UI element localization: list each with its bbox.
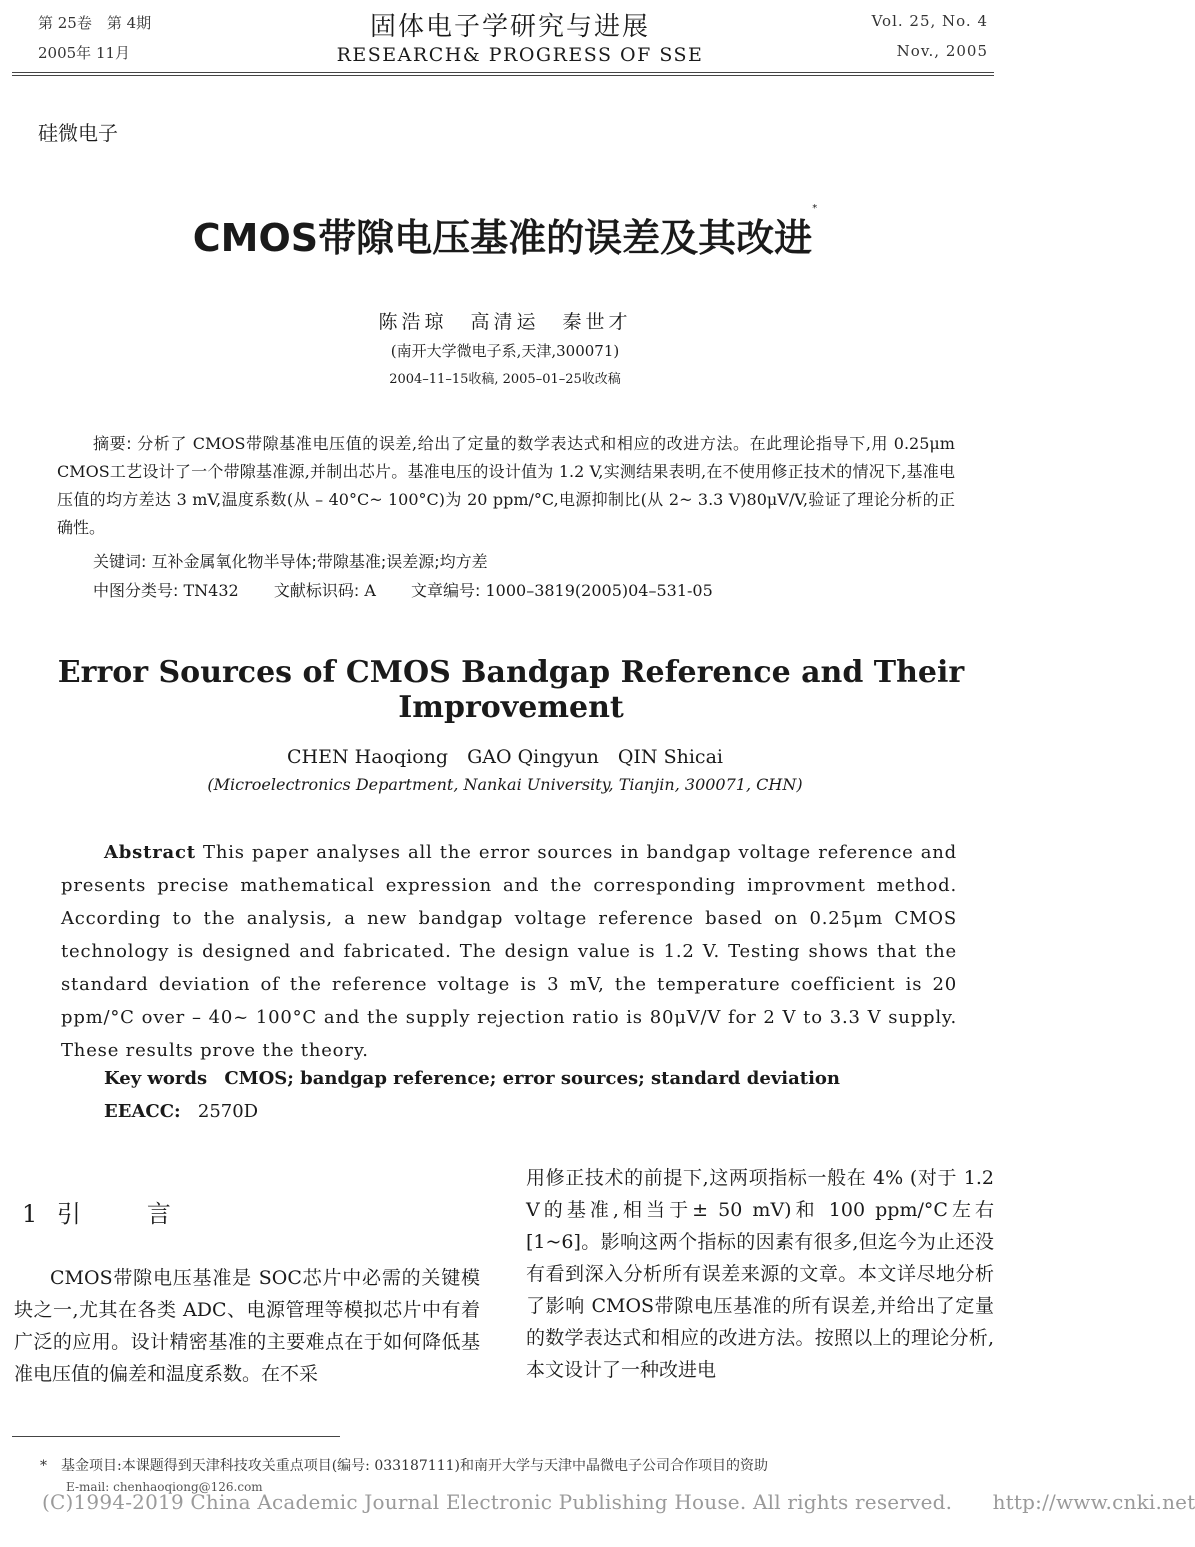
eeacc — [104, 1101, 258, 1122]
keywords-en — [104, 1068, 840, 1089]
footnote-funding: * 基金项目:本课题得到天津科技攻关重点项目(编号: 033187111)和南开大学与天津中晶微电子公司合作项目的资助 — [40, 1458, 768, 1474]
section-tag: 硅微电子 — [38, 121, 118, 145]
paper-title-en: Error Sources of CMOS Bandgap Reference and Their Improvement — [57, 655, 965, 725]
body-column-right: 用修正技术的前提下,这两项指标一般在 4% (对于 1.2 V的基准,相当于± 50 mV)和 100 ppm/°C左右 [1~6]。影响这两个指标的因素有很多,但迄今为止还没有看到深入分析所有误差来源的文章。本文详尽地分析了影响 CMOS带隙电压基准的所有误差,并给出了定量的数学表达式和相应的改进方法。按照以上的理论分析,本文设计了一种改进电 — [526, 1167, 994, 1381]
article-number-value: 1000–3819(2005)04–531-05 — [485, 581, 713, 600]
journal-title-cn: 固体电子学研究与进展 — [369, 12, 650, 42]
received-dates-cn: 2004–11–15收稿, 2005–01–25收改稿 — [389, 372, 621, 387]
abstract-cn-label: 摘要: — [93, 434, 132, 453]
paper-title-cn-text: CMOS带隙电压基准的误差及其改进 — [192, 216, 813, 260]
eeacc-value: 2570D — [197, 1101, 259, 1122]
footnote-rule — [12, 1436, 340, 1437]
keywords-cn-text: 互补金属氧化物半导体;带隙基准;误差源;均方差 — [151, 552, 488, 571]
section-heading-introduction: 1 引 言 — [22, 1200, 177, 1228]
abstract-cn — [57, 430, 955, 542]
clc-value: TN432 — [183, 581, 239, 600]
article-number-label: 文章编号: — [410, 581, 481, 600]
header-volume-issue-cn: 第 25卷 第 4期 — [38, 14, 152, 32]
cnki-watermark: (C)1994-2019 China Academic Journal Electronic Publishing House. All rights reserved. http://www.cnki.net — [42, 1490, 1195, 1514]
doc-code-label: 文献标识码: — [273, 581, 360, 600]
paper-title-cn — [0, 203, 1010, 262]
header-volume-issue-en: Vol. 25, No. 4 — [871, 12, 988, 30]
keywords-cn — [93, 548, 991, 576]
clc-label: 中图分类号: — [93, 581, 179, 600]
header-date-en: Nov., 2005 — [896, 42, 988, 60]
keywords-en-label: Key words — [104, 1068, 208, 1089]
journal-title-en: RESEARCH& PROGRESS OF SSE — [336, 44, 704, 66]
abstract-cn-text: 分析了 CMOS带隙基准电压值的误差,给出了定量的数学表达式和相应的改进方法。在此理论指导下,用 0.25μm CMOS工艺设计了一个带隙基准源,并制出芯片。基准电压的设计值为 1.2 V,实测结果表明,在不使用修正技术的情况下,基准电压值的均方差达 3 mV,温度系数(从 – 40°C~ 100°C)为 20 ppm/°C,电源抑制比(从 2~ 3.3 V)80μV/V,验证了理论分析的正确性。 — [57, 434, 955, 537]
body-column-left: CMOS带隙电压基准是 SOC芯片中必需的关键模块之一,尤其在各类 ADC、电源管理等模拟芯片中有着广泛的应用。设计精密基准的主要难点在于如何降低基准电压值的偏差和温度系数。在不采 — [14, 1267, 480, 1385]
abstract-en — [61, 836, 957, 1067]
eeacc-label: EEACC: — [104, 1101, 181, 1122]
classification-cn — [93, 577, 991, 605]
abstract-en-label: Abstract — [104, 842, 196, 863]
header-rule-thin — [12, 75, 994, 76]
authors-cn: 陈浩琼 高清运 秦世才 — [378, 311, 632, 333]
footnote-email: E-mail: chenhaoqiong@126.com — [66, 1480, 263, 1494]
funding-mark: * — [812, 203, 818, 214]
header-date-cn: 2005年 11月 — [38, 44, 131, 62]
affiliation-en: (Microelectronics Department, Nankai University, Tianjin, 300071, CHN) — [207, 775, 803, 794]
authors-en: CHEN Haoqiong GAO Qingyun QIN Shicai — [287, 746, 723, 768]
abstract-en-text: This paper analyses all the error sources in bandgap voltage reference and presents precise mathematical expression and the corresponding improvment method. According to the analysis, a new bandgap voltage reference based on 0.25μm CMOS technology is designed and fabricated. The design value is 1.2 V. Testing shows that the standard deviation of the reference voltage is 3 mV, the temperature coefficient is 20 ppm/°C over – 40~ 100°C and the supply rejection ratio is 80μV/V for 2 V to 3.3 V supply. These results prove the theory. — [61, 842, 957, 1061]
keywords-en-text: CMOS; bandgap reference; error sources; standard deviation — [224, 1068, 841, 1089]
keywords-cn-label: 关键词: — [93, 552, 147, 571]
doc-code-value: A — [364, 581, 376, 600]
affiliation-cn: (南开大学微电子系,天津,300071) — [390, 342, 620, 360]
header-rule — [12, 72, 994, 73]
